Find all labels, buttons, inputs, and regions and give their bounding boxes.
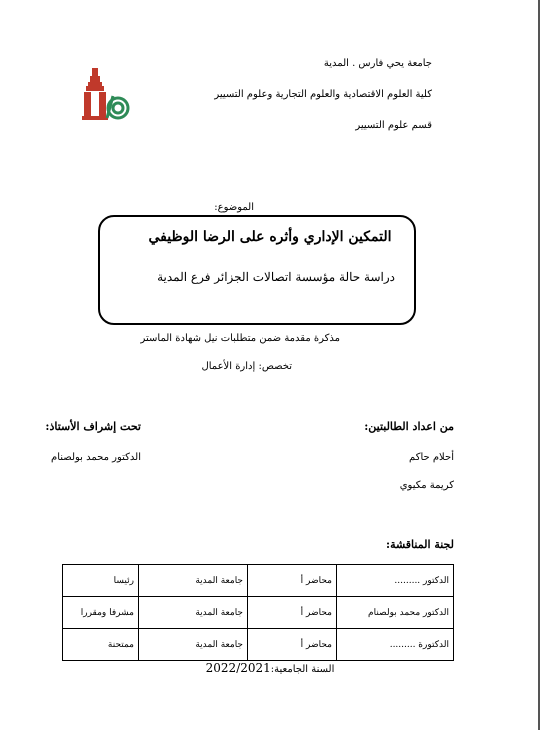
specialty: [201, 361, 292, 372]
thesis-title: التمكين الإداري وأثره على الرضا الوظيفي: [148, 229, 392, 245]
member-institution: جامعة المدية: [139, 565, 248, 597]
university-logo-icon: [80, 66, 132, 126]
member-name: الدكتور .........: [337, 565, 454, 597]
member-rank: محاضر أ: [248, 565, 337, 597]
academic-year-value: 2022/2021: [205, 661, 271, 675]
committee-heading: لجنة المناقشة:: [386, 538, 454, 551]
member-name: الدكتور محمد بولصنام: [337, 597, 454, 629]
memo-statement: مذكرة مقدمة ضمن متطلبات نيل شهادة الماستر: [140, 333, 340, 344]
member-role: مشرفا ومقررا: [63, 597, 139, 629]
academic-year-label: السنة الجامعية:: [270, 664, 335, 675]
specialty-label: تخصص:: [258, 361, 292, 372]
thesis-subtitle: دراسة حالة مؤسسة اتصالات الجزائر فرع المدية: [157, 270, 395, 284]
students-heading: من اعداد الطالبتين:: [364, 420, 454, 433]
academic-year: [0, 661, 540, 675]
committee-table: [62, 564, 454, 661]
table-row: [63, 597, 454, 629]
university-name: جامعة يحي فارس . المدية: [323, 58, 432, 69]
specialty-value: إدارة الأعمال: [201, 361, 256, 372]
faculty-name: كلية العلوم الاقتصادية والعلوم التجارية وعلوم التسيير: [214, 89, 432, 100]
member-name: الدكتورة .........: [337, 629, 454, 661]
member-role: رئيسا: [63, 565, 139, 597]
table-row: [63, 565, 454, 597]
student-name-2: كريمة مكيوي: [399, 480, 454, 491]
subject-label: الموضوع:: [214, 202, 254, 213]
member-role: ممتحنة: [63, 629, 139, 661]
department-name: قسم علوم التسيير: [355, 120, 432, 131]
table-row: [63, 629, 454, 661]
member-institution: جامعة المدية: [139, 597, 248, 629]
member-rank: محاضر أ: [248, 597, 337, 629]
supervisor-heading: تحت إشراف الأستاذ:: [45, 420, 141, 433]
student-name-1: أحلام حاكم: [409, 452, 454, 463]
member-rank: محاضر أ: [248, 629, 337, 661]
member-institution: جامعة المدية: [139, 629, 248, 661]
supervisor-name: الدكتور محمد بولصنام: [51, 452, 141, 463]
